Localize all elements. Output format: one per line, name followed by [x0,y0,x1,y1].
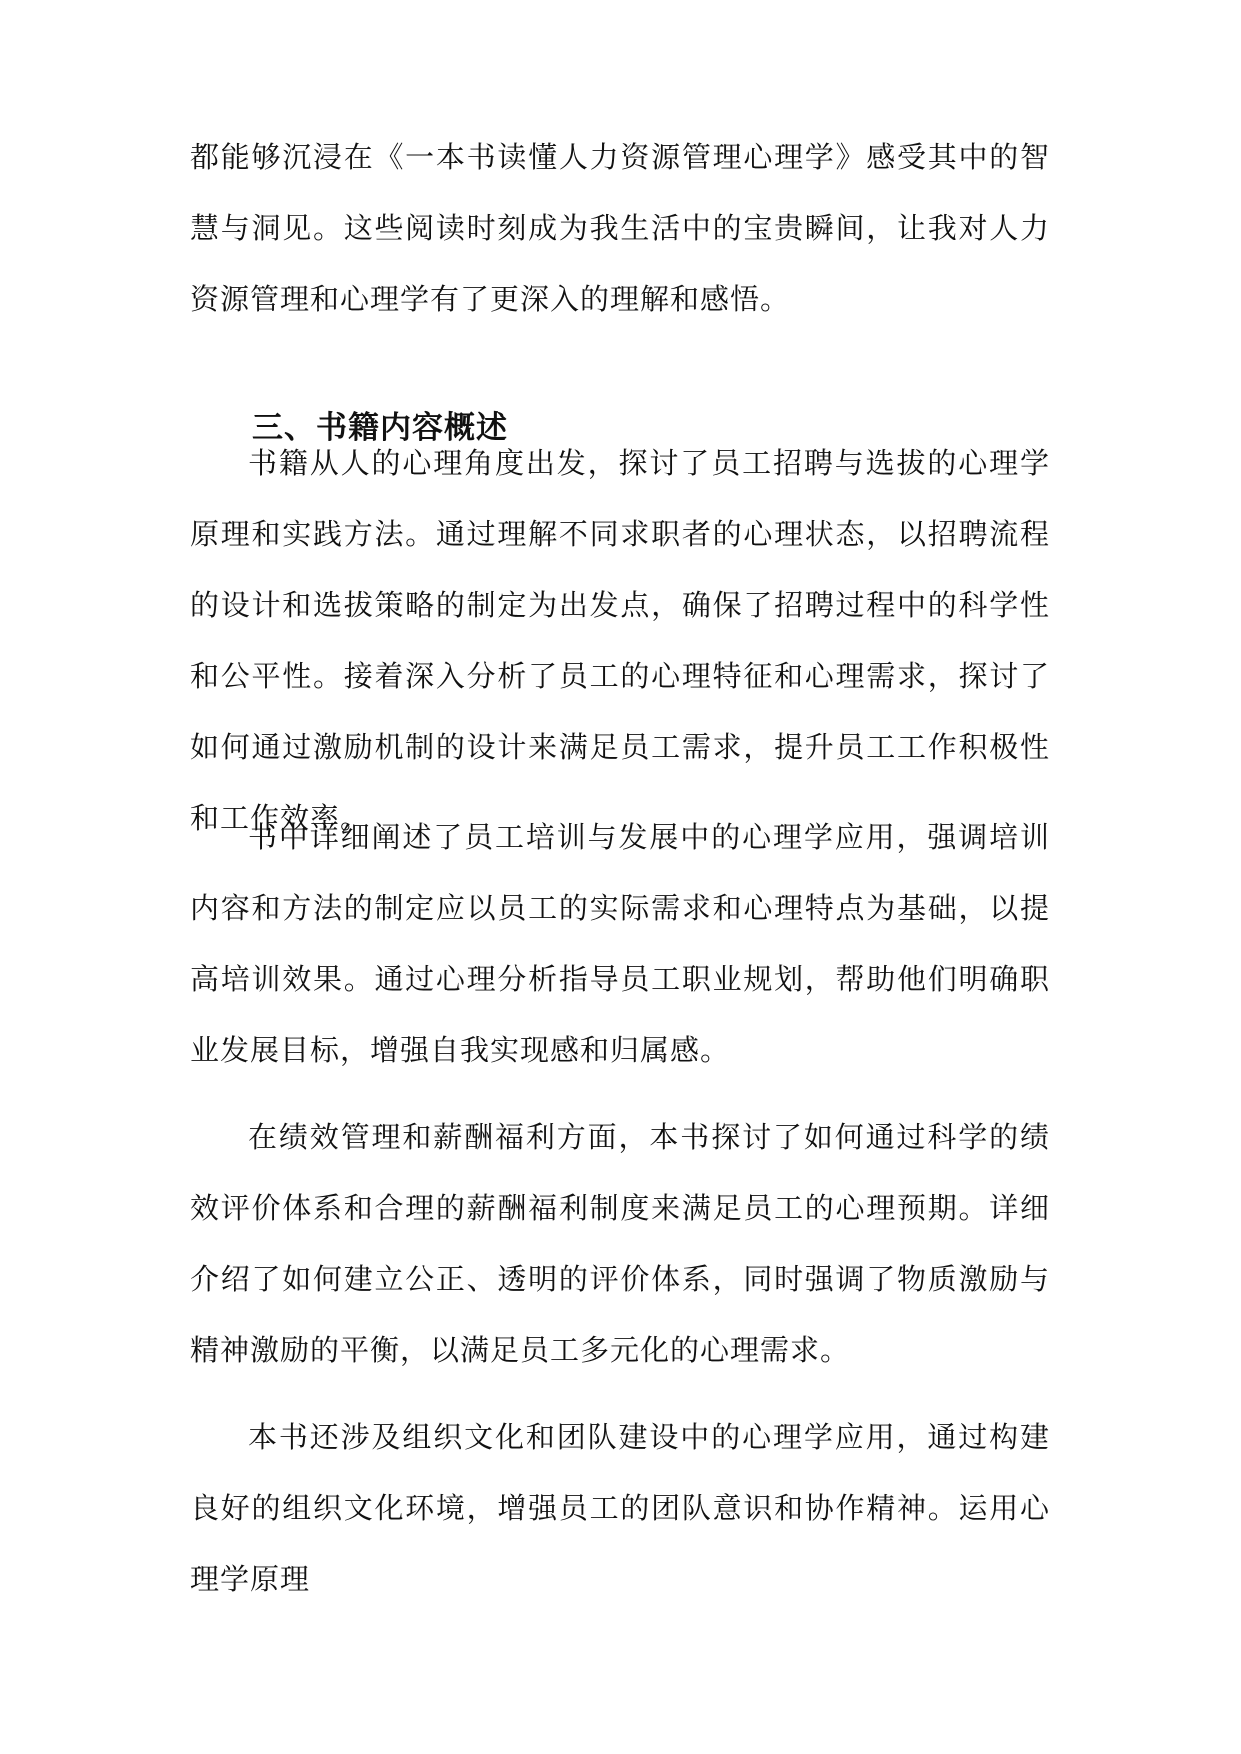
paragraph-recruitment: 书籍从人的心理角度出发，探讨了员工招聘与选拔的心理学原理和实践方法。通过理解不同求职者的心理状态，以招聘流程的设计和选拔策略的制定为出发点，确保了招聘过程中的科学性和公平性。接着深入分析了员工的心理特征和心理需求，探讨了如何通过激励机制的设计来满足员工需求，提升员工工作积极性和工作效率。 [190,446,1050,835]
paragraph-performance: 在绩效管理和薪酬福利方面，本书探讨了如何通过科学的绩效评价体系和合理的薪酬福利制度来满足员工的心理预期。详细介绍了如何建立公正、透明的评价体系，同时强调了物质激励与精神激励的平衡，以满足员工多元化的心理需求。 [190,1120,1050,1367]
section-heading: 三、书籍内容概述 [252,410,508,446]
paragraph-culture: 本书还涉及组织文化和团队建设中的心理学应用，通过构建良好的组织文化环境，增强员工的团队意识和协作精神。运用心理学原理 [190,1420,1050,1596]
paragraph-continuation: 都能够沉浸在《一本书读懂人力资源管理心理学》感受其中的智慧与洞见。这些阅读时刻成为我生活中的宝贵瞬间，让我对人力资源管理和心理学有了更深入的理解和感悟。 [190,140,1050,316]
paragraph-training: 书中详细阐述了员工培训与发展中的心理学应用，强调培训内容和方法的制定应以员工的实际需求和心理特点为基础，以提高培训效果。通过心理分析指导员工职业规划，帮助他们明确职业发展目标，增强自我实现感和归属感。 [190,820,1050,1067]
